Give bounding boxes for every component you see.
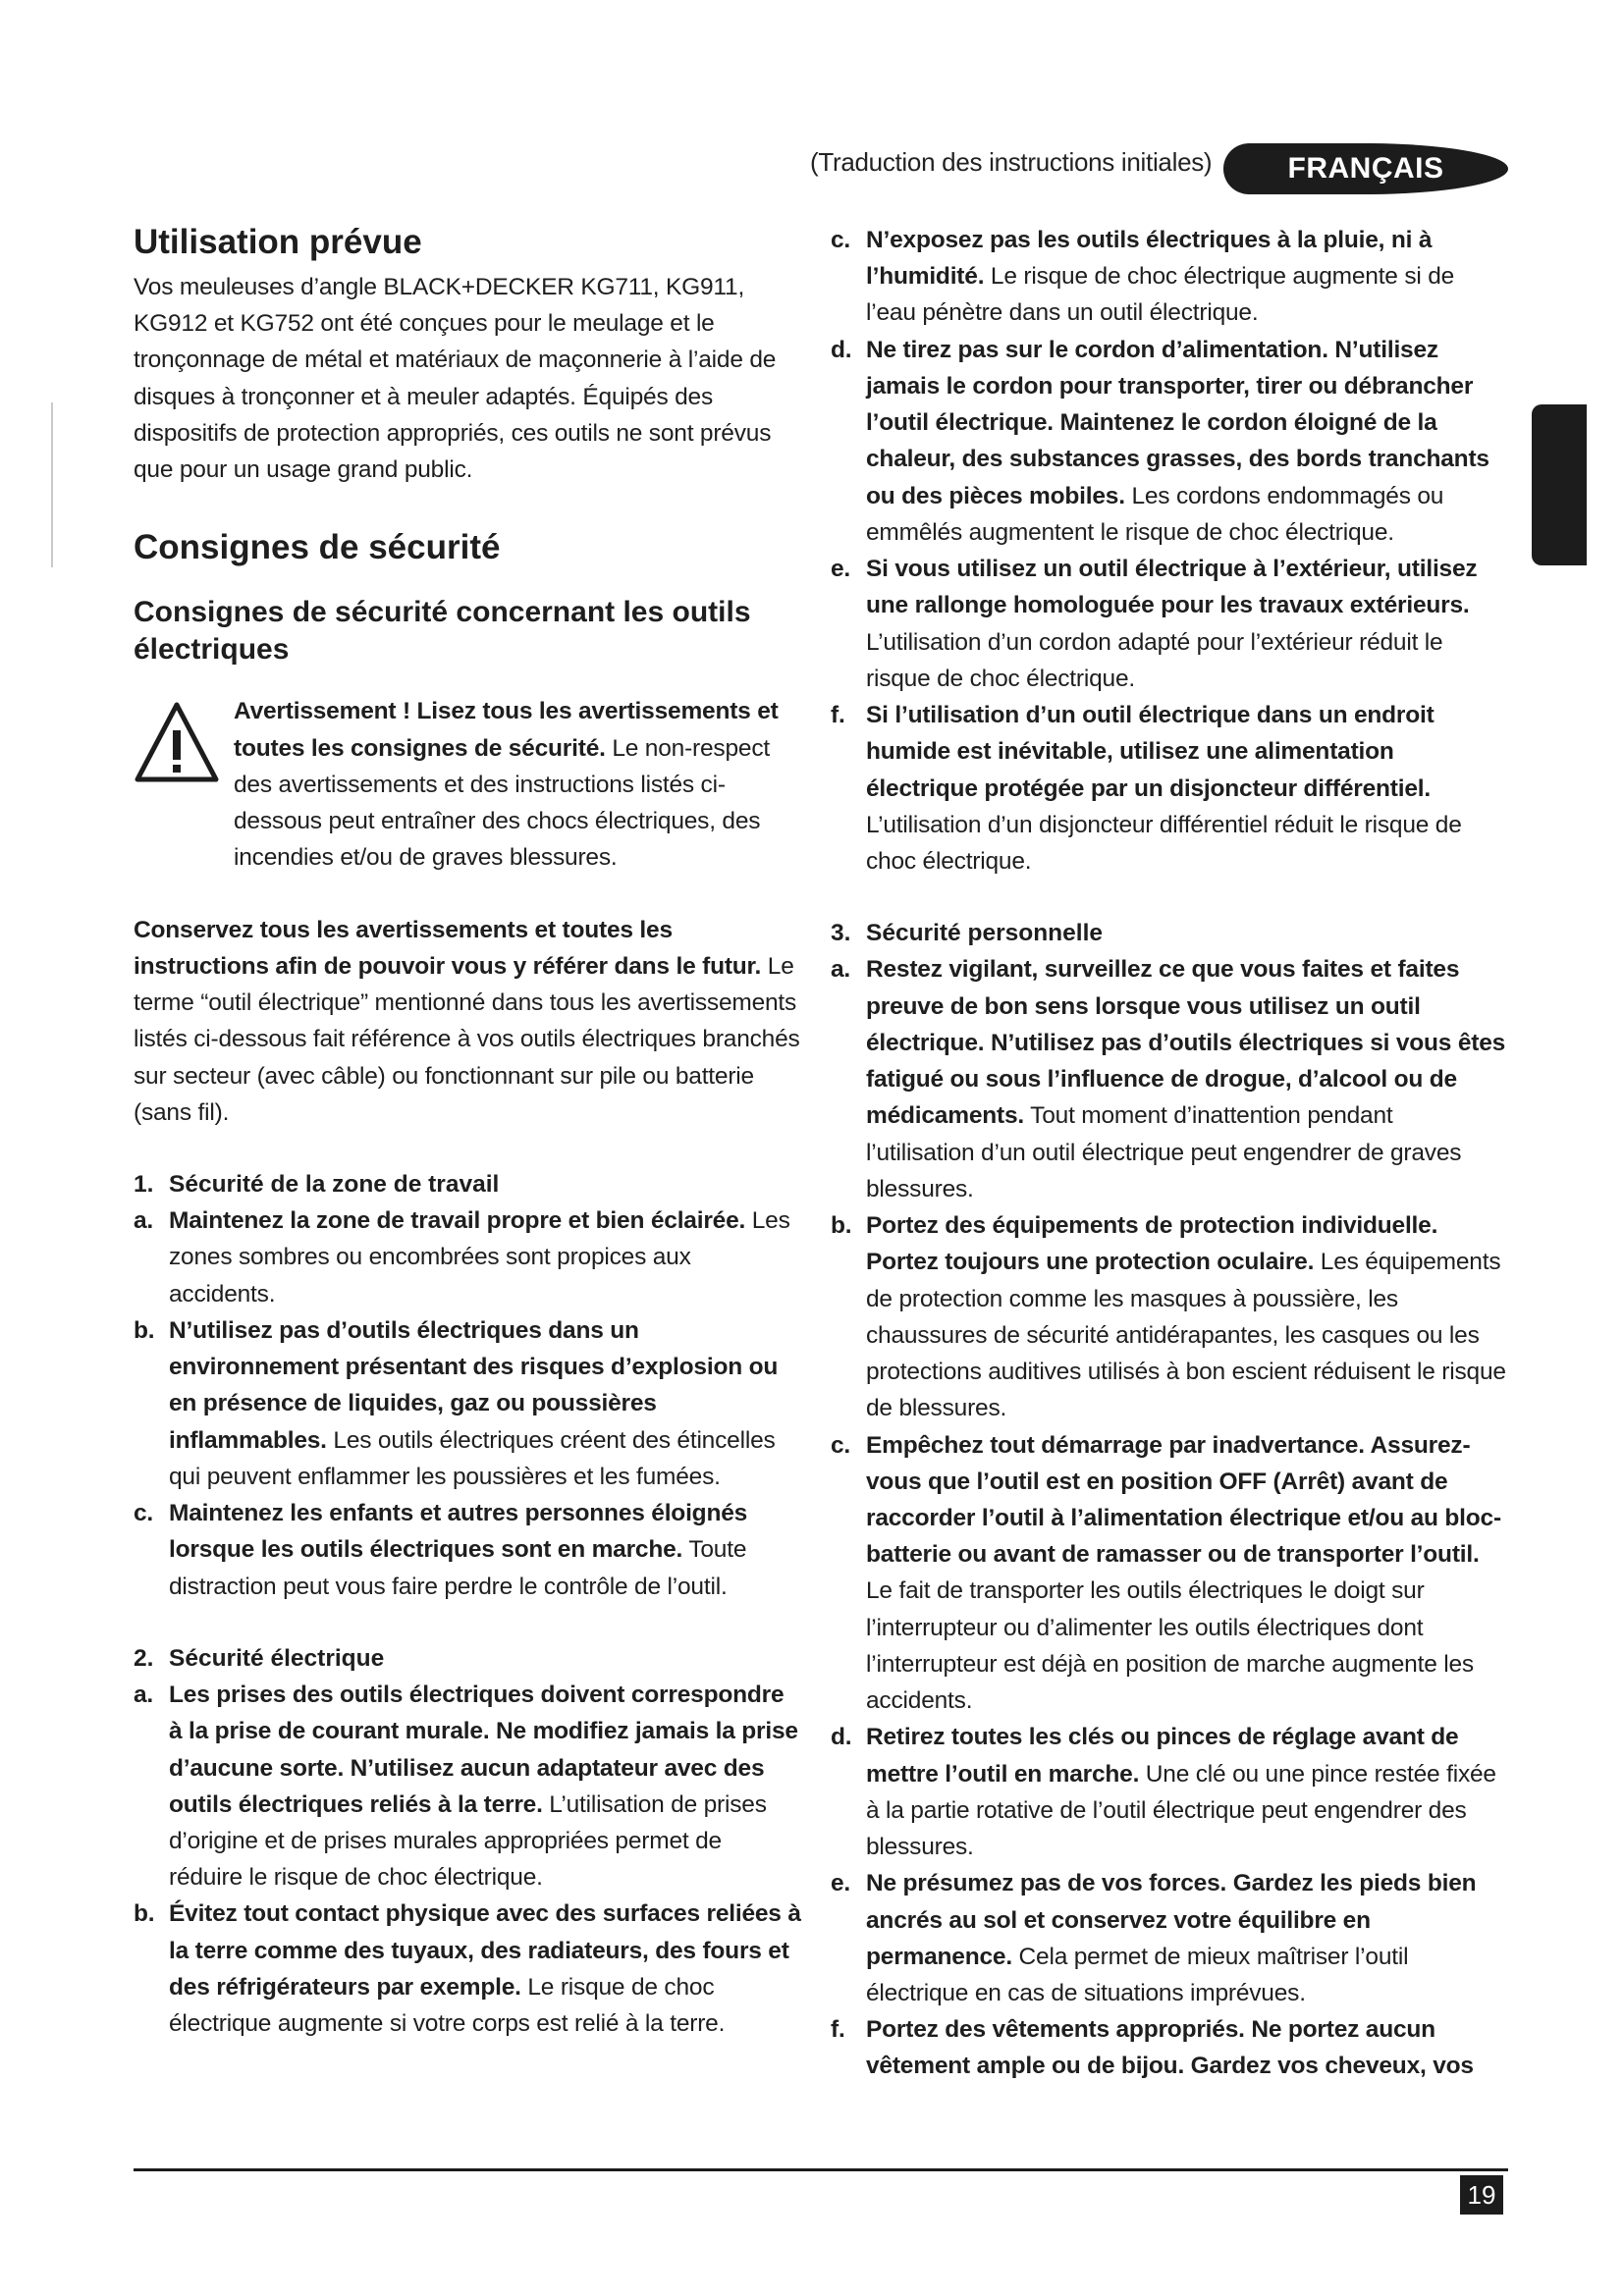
item-bold: Maintenez les enfants et autres personnes éloignés lorsque les outils électriques sont en marche. [169,1500,748,1564]
section-3-label: Sécurité personnelle [866,920,1104,947]
item-text: Toute distraction peut vous faire perdre le contrôle de l’outil. [169,1536,747,1600]
item-label: e. [831,556,851,583]
item-label: d. [831,1724,852,1751]
item-bold: Si l’utilisation d’un outil électrique dans un endroit humide est inévitable, utilisez une alimentation électrique protégée par un disjoncteur différentiel. [866,702,1435,802]
item-text: Le risque de choc électrique augmente si votre corps est relié à la terre. [169,1973,726,2038]
intended-use-title: Utilisation prévue [134,223,422,261]
section-2-num: 2. [134,1644,154,1672]
item-text: L’utilisation de prises d’origine et de prises murales appropriées permet de réduire le risque de choc électrique. [169,1790,767,1892]
item-label: a. [831,956,851,984]
warning-text: Le non-respect des avertissements et des instructions listés ci-dessous peut entraîner des chocs électriques, des incendies et/ou de graves blessures. [234,734,770,872]
item-text: Tout moment d’inattention pendant l’utilisation d’un outil électrique peut engendrer de graves blessures. [866,1102,1462,1202]
item-text: L’utilisation d’un cordon adapté pour l’extérieur réduit le risque de choc électrique. [866,628,1443,692]
item-text: Les équipements de protection comme les masques à poussière, les chaussures de sécurité antidérapantes, les casques ou les protections auditives utilisés à bon escient réduisent le risque de blessures. [866,1249,1506,1422]
item-text: Le risque de choc électrique augmente si de l’eau pénètre dans un outil électrique. [866,263,1455,327]
list-item [831,1427,1506,1720]
item-text: Cela permet de mieux maîtriser l’outil électrique en cas de situations imprévues. [866,1943,1409,2007]
left-column [134,222,801,2042]
warning-block [134,693,801,876]
item-text: Les zones sombres ou encombrées sont propices aux accidents. [169,1207,790,1308]
item-label: a. [134,1207,154,1235]
list-item [134,1677,801,1896]
item-bold: Ne présumez pas de vos forces. Gardez les pieds bien ancrés au sol et conservez votre équilibre en permanence. [866,1870,1477,1970]
margin-rule [51,402,53,567]
item-bold: Portez des équipements de protection individuelle. Portez toujours une protection oculaire. [866,1212,1438,1276]
item-label: f. [831,702,845,729]
section-2-title [134,1640,801,1677]
page-number: 19 [1460,2175,1503,2215]
section-1-title [134,1166,801,1202]
item-bold: Évitez tout contact physique avec des surfaces reliées à la terre comme des tuyaux, des radiateurs, des fours et des réfrigérateurs par exemple. [169,1900,801,2001]
list-item [134,1202,801,1312]
list-item [831,951,1506,1207]
item-label: b. [831,1212,852,1240]
item-bold: Portez des vêtements appropriés. Ne portez aucun vêtement ample ou de bijou. Gardez vos cheveux, vos [866,2016,1474,2080]
item-bold: Les prises des outils électriques doivent correspondre à la prise de courant murale. Ne modifiez jamais la prise d’aucune sorte. N’utilisez aucun adaptateur avec des outils électriques reliés à la terre. [169,1682,798,1818]
item-bold: Restez vigilant, surveillez ce que vous faites et faites preuve de bon sens lorsque vous utilisez un outil électrique. N’utilisez pas d’outils électriques si vous êtes fatigué ou sous l’influence de drogue, d’alcool ou de médicaments. [866,956,1506,1130]
item-bold: Si vous utilisez un outil électrique à l’extérieur, utilisez une rallonge homologuée pour les travaux extérieurs. [866,556,1478,619]
item-bold: N’exposez pas les outils électriques à la pluie, ni à l’humidité. [866,227,1433,291]
section-tab-marker [1532,404,1587,565]
language-badge [1223,143,1508,194]
item-label: e. [831,1870,851,1897]
item-label: b. [134,1316,155,1344]
section-1-label: Sécurité de la zone de travail [169,1170,500,1198]
item-text: Une clé ou une pince restée fixée à la partie rotative de l’outil électrique peut engendrer des blessures. [866,1760,1496,1861]
list-item [831,697,1506,880]
intended-use-text: Vos meuleuses d’angle BLACK+DECKER KG711, KG911, KG912 et KG752 ont été conçues pour le meulage et le tronçonnage de métal et matériaux de maçonnerie à l’aide de disques à tronçonner et à meuler adaptés. Équipés des dispositifs de protection appropriés, ces outils ne sont prévus que pour un usage grand public. [134,274,777,484]
item-text: L’utilisation d’un disjoncteur différentiel réduit le risque de choc électrique. [866,811,1462,875]
tools-safety-title: Consignes de sécurité concernant les outils électriques [134,596,751,666]
warning-bold: Avertissement ! Lisez tous les avertissements et toutes les consignes de sécurité. [234,698,779,762]
list-item [831,1865,1506,2011]
item-text: Le fait de transporter les outils électriques le doigt sur l’interrupteur ou d’alimenter les outils électriques dont l’interrupteur est déjà en position de marche augmente les accidents. [866,1577,1474,1715]
list-item [831,222,1506,332]
item-label: c. [134,1500,154,1527]
item-label: c. [831,1431,851,1459]
item-label: b. [134,1900,155,1928]
list-item [831,332,1506,551]
list-item [134,1896,801,2042]
section-3-title [831,915,1506,951]
item-label: f. [831,2016,845,2044]
list-item [831,2011,1506,2084]
item-bold: Retirez toutes les clés ou pinces de réglage avant de mettre l’outil en marche. [866,1724,1459,1788]
safety-title: Consignes de sécurité [134,528,501,567]
list-item [831,551,1506,697]
list-item [134,1495,801,1605]
item-label: c. [831,227,851,253]
keep-instructions [134,912,801,1131]
item-bold: Maintenez la zone de travail propre et bien éclairée. [169,1207,746,1235]
keep-text: Le terme “outil électrique” mentionné dans tous les avertissements listés ci-dessous fait référence à vos outils électriques branchés sur secteur (avec câble) ou fonctionnant sur pile ou batterie (sans fil). [134,952,800,1126]
item-text: Les outils électriques créent des étincelles qui peuvent enflammer les poussières et les fumées. [169,1426,776,1490]
section-3-num: 3. [831,920,851,947]
language-label: FRANÇAIS [1287,152,1444,185]
warning-triangle-icon [134,701,220,783]
item-bold: N’utilisez pas d’outils électriques dans un environnement présentant des risques d’explosion ou en présence de liquides, gaz ou poussières inflammables. [169,1316,779,1454]
item-text: Les cordons endommagés ou emmêlés augmentent le risque de choc électrique. [866,482,1444,546]
list-item [134,1312,801,1495]
item-label: a. [134,1682,154,1709]
footer-rule [134,2168,1508,2171]
section-1-num: 1. [134,1170,154,1198]
keep-bold: Conservez tous les avertissements et toutes les instructions afin de pouvoir vous y référer dans le futur. [134,916,762,980]
right-column [831,222,1506,2085]
list-item [831,1719,1506,1865]
item-bold: Ne tirez pas sur le cordon d’alimentation. N’utilisez jamais le cordon pour transporter, tirer ou débrancher l’outil électrique. Maintenez le cordon éloigné de la chaleur, des substances grasses, des bords tranchants ou des pièces mobiles. [866,336,1489,509]
section-2-label: Sécurité électrique [169,1644,385,1672]
list-item [831,1207,1506,1426]
translation-note: (Traduction des instructions initiales) [810,147,1213,177]
item-bold: Empêchez tout démarrage par inadvertance. Assurez-vous que l’outil est en position OFF (Arrêt) avant de raccorder l’outil à l’alimentation électrique et/ou au bloc-batterie ou avant de ramasser ou de transporter l’outil. [866,1431,1501,1569]
item-label: d. [831,336,852,363]
